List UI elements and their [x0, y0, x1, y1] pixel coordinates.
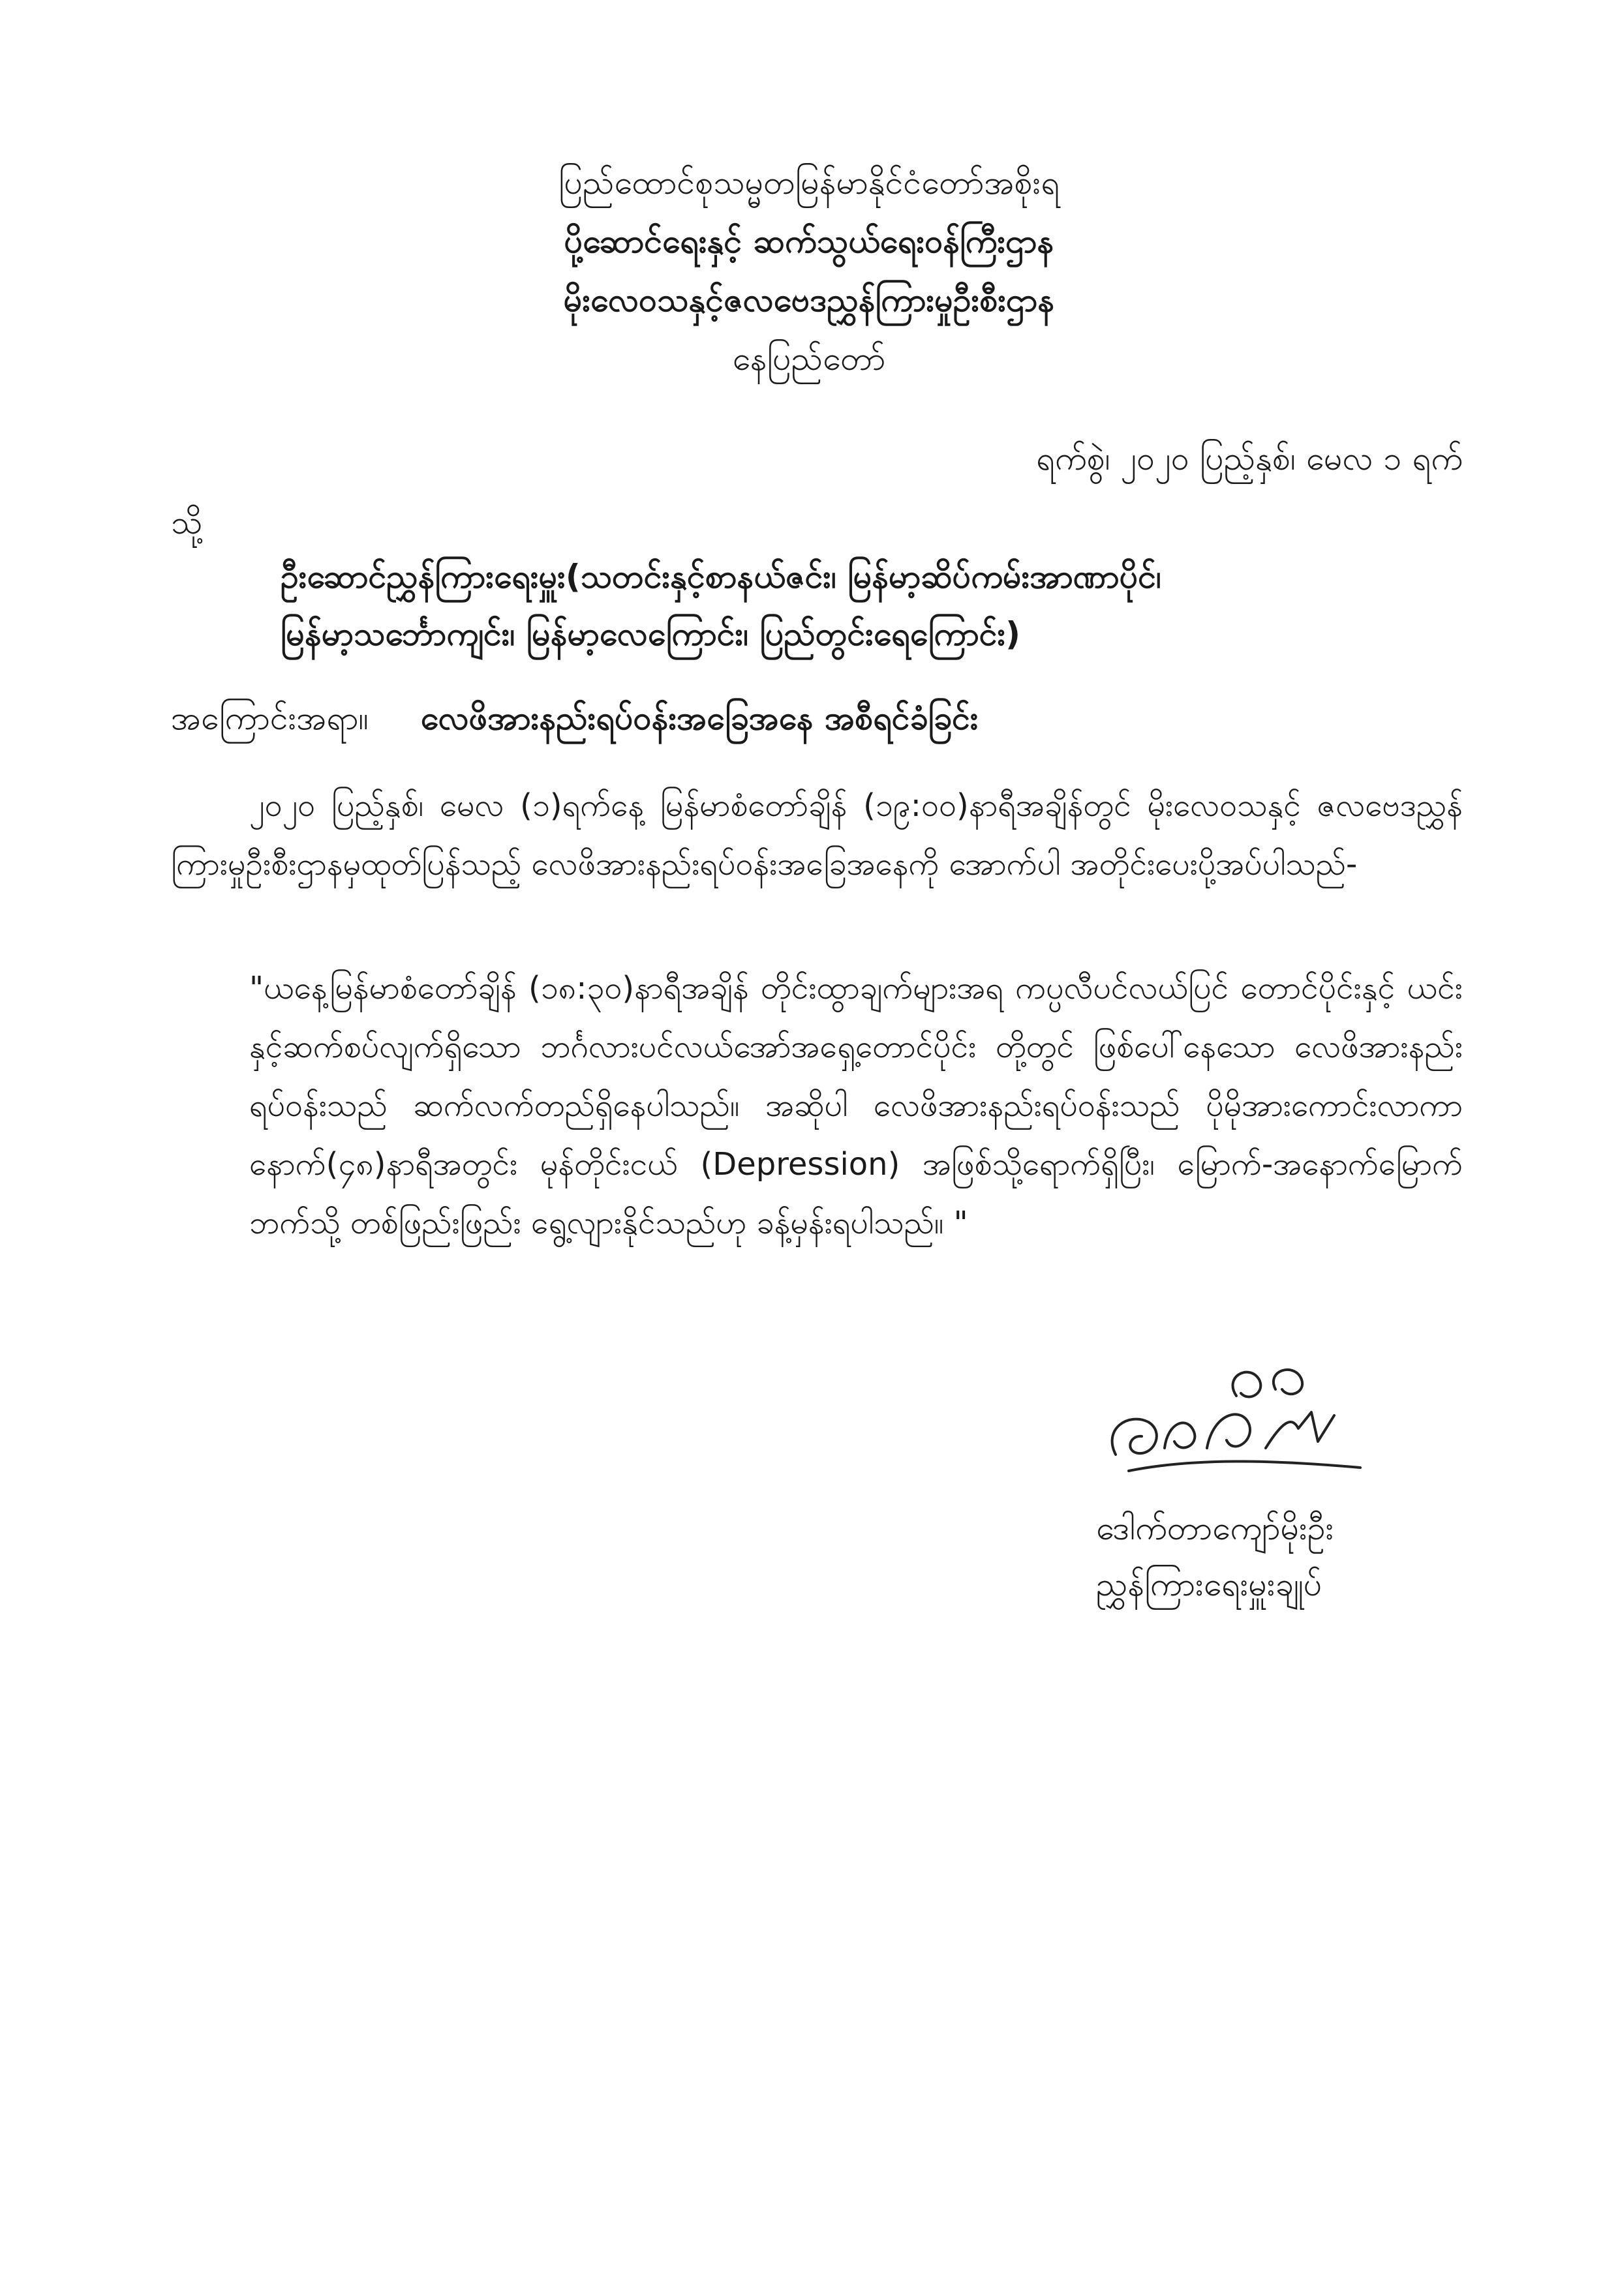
subject-text: လေဖိအားနည်းရပ်ဝန်းအခြေအနေ အစီရင်ခံခြင်း	[420, 699, 979, 737]
subject-line	[171, 698, 979, 746]
signatory-title: ညွှန်ကြားရေးမှူးချုပ်	[1096, 1565, 1322, 1603]
signatory-block	[1096, 1500, 1334, 1612]
letter-date: ရက်စွဲ၊ ၂၀၂၀ ပြည့်နှစ်၊ မေလ ၁ ရက်	[1036, 440, 1463, 477]
subject-label: အကြောင်းအရာ။	[171, 699, 369, 737]
recipient-block	[281, 548, 1468, 663]
body-paragraph	[171, 776, 1463, 894]
government-line: ပြည်ထောင်စုသမ္မတမြန်မာနိုင်ငံတော်အစိုးရ	[558, 164, 1060, 202]
recipient-line-2: မြန်မာ့သင်္ဘောကျင်း၊ မြန်မာ့လေကြောင်း၊ ပြည်တွင်းရေကြောင်း)	[281, 615, 1021, 653]
letterhead	[418, 153, 1200, 388]
to-label: သို့	[171, 504, 203, 541]
signature-scribble	[1103, 1350, 1377, 1487]
city-line: နေပြည်တော်	[732, 340, 886, 378]
signatory-name: ဒေါက်တာကျော်မိုးဦး	[1096, 1509, 1334, 1547]
department-line: မိုးလေဝသနှင့်ဇလဗေဒညွှန်ကြားမှုဦးစီးဌာန	[563, 281, 1055, 319]
body-paragraph-text: ၂၀၂၀ ပြည့်နှစ်၊ မေလ (၁)ရက်နေ့ မြန်မာစံတော်ချိန် (၁၉:၀၀)နာရီအချိန်တွင် မိုးလေဝသနှင့် ဇလဗေဒညွှန်ကြားမှုဦးစီးဌာနမှထုတ်ပြန်သည့် လေဖိအားနည်းရပ်ဝန်းအခြေအနေကို အောက်ပါ အတိုင်းပေးပို့အပ်ပါသည်-	[171, 787, 1463, 883]
quoted-bulletin: "ယနေ့မြန်မာစံတော်ချိန် (၁၈:၃၀)နာရီအချိန် တိုင်းထွာချက်များအရ ကပ္ပလီပင်လယ်ပြင် တောင်ပိုင်းနှင့် ယင်းနှင့်ဆက်စပ်လျက်ရှိသော ဘင်္ဂလားပင်လယ်အော်အရှေ့တောင်ပိုင်း တို့တွင် ဖြစ်ပေါ်နေသော လေဖိအားနည်းရပ်ဝန်းသည် ဆက်လက်တည်ရှိနေပါသည်။ အဆိုပါ လေဖိအားနည်းရပ်ဝန်းသည် ပိုမိုအားကောင်းလာကာ နောက်(၄၈)နာရီအတွင်း မုန်တိုင်းငယ် (Depression) အဖြစ်သို့ရောက်ရှိပြီး၊ မြောက်-အနောက်မြောက်ဘက်သို့ တစ်ဖြည်းဖြည်း ရွေ့လျားနိုင်သည်ဟု ခန့်မှန်းရပါသည်။ "	[249, 970, 1463, 1241]
ministry-line: ပို့ဆောင်ရေးနှင့် ဆက်သွယ်ရေးဝန်ကြီးဌာန	[564, 222, 1054, 260]
recipient-line-1: ဦးဆောင်ညွှန်ကြားရေးမှူး(သတင်းနှင့်စာနယ်ဇင်း၊ မြန်မာ့ဆိပ်ကမ်းအာဏာပိုင်၊	[281, 558, 1161, 596]
